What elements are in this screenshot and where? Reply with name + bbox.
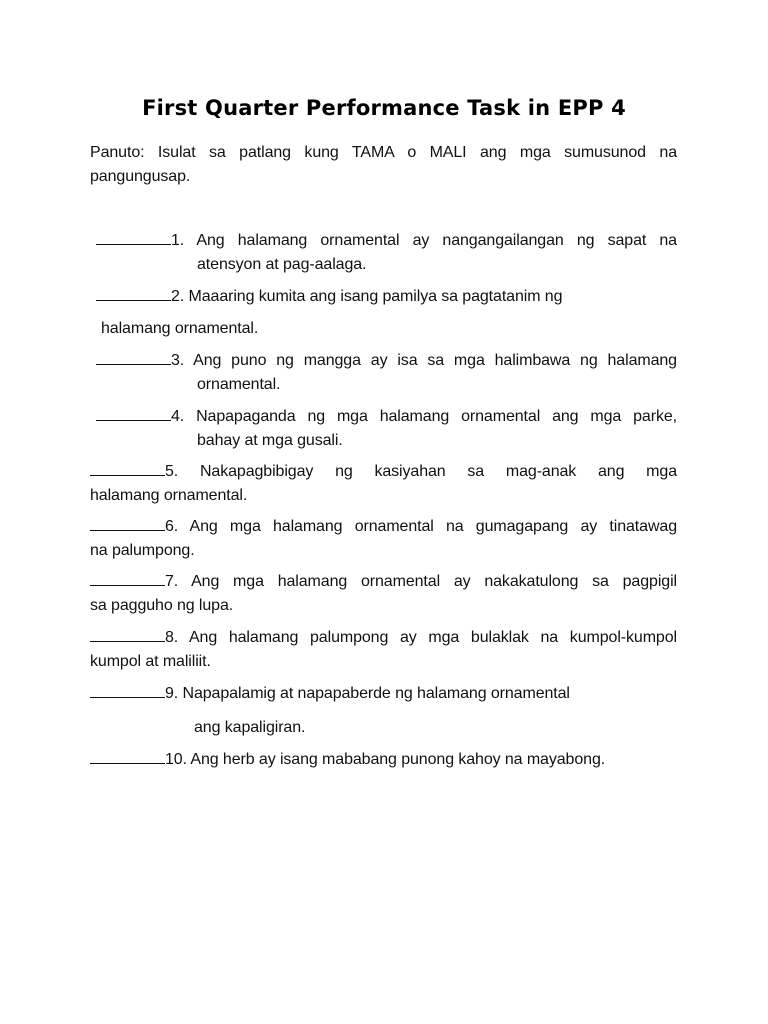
question-item-3: 3. Ang puno ng mangga ay isa sa mga halimbawa ng halamang [96,349,677,373]
question-item-1-cont: atensyon at pag-aalaga. [197,256,367,273]
question-item-4: 4. Napapaganda ng mga halamang ornamental ang mga parke, [96,405,677,429]
question-item-2: 2. Maaaring kumita ang isang pamilya sa pagtatanim ng [96,285,562,309]
answer-blank-2[interactable] [96,286,171,301]
question-item-2-cont: halamang ornamental. [101,320,259,337]
instructions-line-2: pangungusap. [90,168,191,185]
answer-blank-4[interactable] [96,406,171,421]
question-item-7: 7. Ang mga halamang ornamental ay nakakatulong sa pagpigil [90,570,677,594]
answer-blank-5[interactable] [90,461,165,476]
question-item-9-cont: ang kapaligiran. [194,719,306,736]
answer-blank-6[interactable] [90,516,165,531]
question-item-7-cont: sa pagguho ng lupa. [90,597,234,614]
answer-blank-7[interactable] [90,571,165,586]
answer-blank-8[interactable] [90,627,165,642]
answer-blank-1[interactable] [96,230,171,245]
question-item-5: 5. Nakapagbibigay ng kasiyahan sa mag-anak ang mga [90,460,677,484]
question-item-6-cont: na palumpong. [90,542,195,559]
question-item-8-cont: kumpol at maliliit. [90,653,211,670]
document-title: First Quarter Performance Task in EPP 4 [142,96,626,120]
question-item-4-cont: bahay at mga gusali. [197,432,343,449]
answer-blank-10[interactable] [90,749,165,764]
question-item-10: 10. Ang herb ay isang mababang punong kahoy na mayabong. [90,748,605,772]
question-item-1: 1. Ang halamang ornamental ay nangangailangan ng sapat na [96,229,677,253]
question-item-6: 6. Ang mga halamang ornamental na gumagapang ay tinatawag [90,515,677,539]
question-item-9: 9. Napapalamig at napapaberde ng halamang ornamental [90,682,570,706]
question-item-3-cont: ornamental. [197,376,281,393]
answer-blank-3[interactable] [96,350,171,365]
instructions-line-1: Panuto: Isulat sa patlang kung TAMA o MALI ang mga sumusunod na [90,144,677,161]
answer-blank-9[interactable] [90,683,165,698]
question-item-5-cont: halamang ornamental. [90,487,248,504]
question-item-8: 8. Ang halamang palumpong ay mga bulaklak na kumpol-kumpol [90,626,677,650]
